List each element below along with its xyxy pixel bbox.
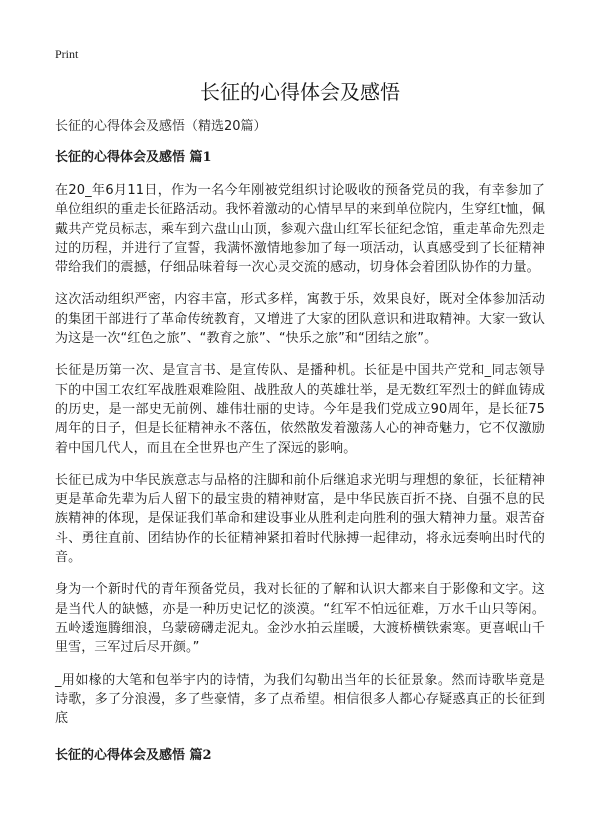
print-link[interactable]: Print bbox=[55, 47, 79, 61]
paragraph: 这次活动组织严密，内容丰富，形式多样，寓教于乐，效果良好，既对全体参加活动的集团干部进行了革命传统教育，又增进了大家的团队意识和进取精神。大家一致认为这是一次“红色之旅”、“教育之旅”、“快乐之旅”和“团结之旅”。 bbox=[55, 292, 545, 347]
paragraph: 长征是历第一次、是宣言书、是宣传队、是播种机。长征是中国共产党和_同志领导下的中国工农红军战胜艰难险阻、战胜敌人的英雄壮举，是无数红军烈士的鲜血铸成的历史，是一部史无前例、雄伟壮丽的史诗。今年是我们党成立90周年，是长征75周年的日子，但是长征精神永不落伍，依然散发着激荡人心的神奇魅力，它不仅激励着中国几代人，而且在全世界也产生了深远的影响。 bbox=[55, 363, 545, 456]
paragraph: 身为一个新时代的青年预备党员，我对长征的了解和认识大都来自于影像和文字。这是当代人的缺憾，亦是一种历史记忆的淡漠。“红军不怕远征难，万水千山只等闲。五岭逶迤腾细浪，乌蒙磅礴走泥丸。金沙水拍云崖暖，大渡桥横铁索寒。更喜岷山千里雪，三军过后尽开颜。” bbox=[55, 582, 545, 656]
paragraph: 在20_年6月11日，作为一名今年刚被党组织讨论吸收的预备党员的我，有幸参加了单位组织的重走长征路活动。我怀着激动的心情早早的来到单位院内，生穿红t恤，佩戴共产党员标志，乘车到六盘山山顶，参观六盘山红军长征纪念馆，重走革命先烈走过的历程，并进行了宣誓，我满怀激情地参加了每一项活动，认真感受到了长征精神带给我们的震撼，仔细品味着每一次心灵交流的感动，切身体会着团队协作的力量。 bbox=[55, 183, 545, 276]
article-subtitle: 长征的心得体会及感悟（精选20篇） bbox=[55, 119, 267, 134]
section-heading-1: 长征的心得体会及感悟 篇1 bbox=[55, 150, 212, 165]
paragraph: _用如椽的大笔和包举宇内的诗情，为我们勾勒出当年的长征景象。然而诗歌毕竟是诗歌，多了分浪漫，多了些豪情，多了点希望。相信很多人都心存疑惑真正的长征到底 bbox=[55, 672, 545, 727]
section-heading-2: 长征的心得体会及感悟 篇2 bbox=[55, 748, 212, 764]
paragraph: 长征已成为中华民族意志与品格的注脚和前仆后继追求光明与理想的象征，长征精神更是革命先辈为后人留下的最宝贵的精神财富，是中华民族百折不挠、自强不息的民族精神的体现，是保证我们革命和建设事业从胜利走向胜利的强大精神力量。艰苦奋斗、勇往直前、团结协作的长征精神紧扣着时代脉搏一起律动，将永远奏响出时代的音。 bbox=[55, 472, 545, 566]
page-title: 长征的心得体会及感悟 bbox=[200, 80, 400, 104]
article-body bbox=[55, 117, 545, 779]
